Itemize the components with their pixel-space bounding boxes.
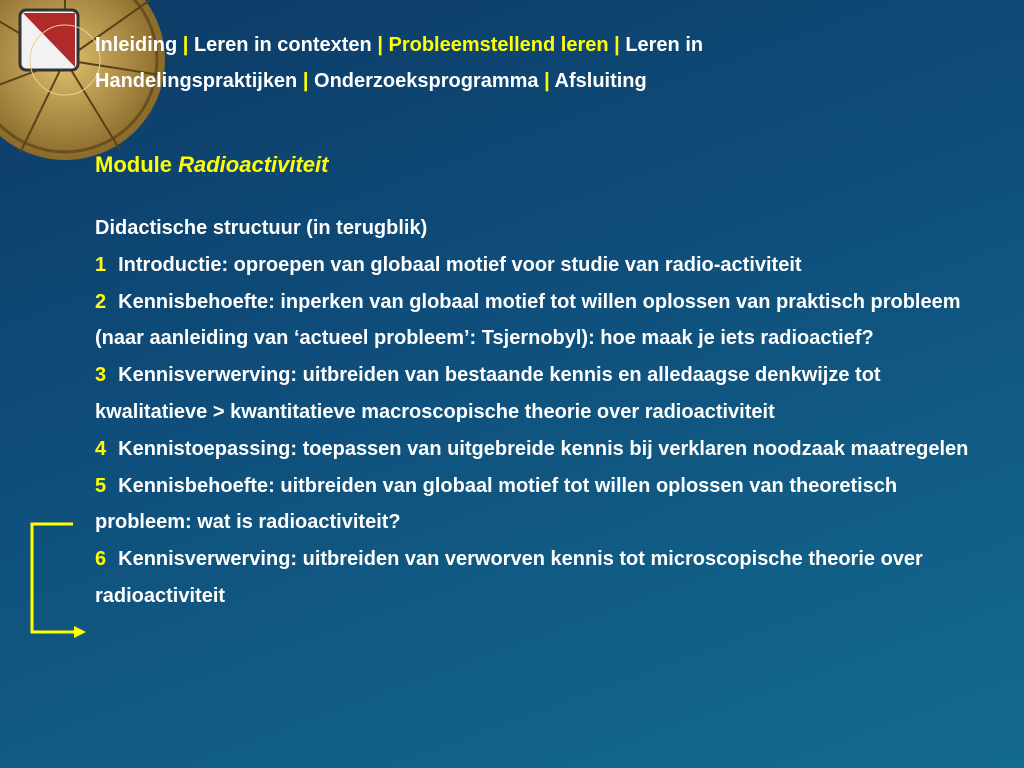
step-number: 3 (95, 364, 107, 387)
nav-separator: | (182, 34, 189, 56)
step-text: Kennisbehoefte: uitbreiden van globaal motief tot willen oplossen van theoretisch probleem: wat is radioactiviteit? (95, 474, 898, 534)
module-name: Radioactiviteit (178, 152, 329, 177)
step-item (95, 284, 975, 358)
structure-heading: Didactische structuur (in terugblik) (95, 217, 428, 239)
top-navigation (95, 27, 995, 99)
step-text: Kennisverwerving: uitbreiden van bestaande kennis en alledaagse denkwijze tot kwalitatieve > kwantitatieve macroscopische theorie over radioactiviteit (95, 364, 881, 423)
step-item (95, 247, 975, 284)
step-text: Kennisverwerving: uitbreiden van verworven kennis tot microscopische theorie over radioactiviteit (95, 548, 923, 607)
step-number: 5 (95, 474, 107, 497)
step-number: 4 (95, 437, 107, 460)
nav-separator: | (544, 70, 550, 92)
didactic-structure (95, 210, 975, 615)
step-item (95, 541, 975, 615)
nav-item-leren-in[interactable]: Leren in (625, 34, 704, 56)
nav-item-leren-in-contexten[interactable]: Leren in contexten (193, 34, 372, 56)
step-text: Kennisbehoefte: inperken van globaal motief tot willen oplossen van praktisch probleem (naar aanleiding van ‘actueel probleem’: Tsjernobyl): hoe maak je iets radioactief? (95, 290, 961, 350)
step-number: 6 (95, 548, 107, 571)
step-item (95, 357, 975, 431)
nav-separator: | (614, 34, 620, 56)
loop-arrow-icon (28, 522, 88, 638)
step-text: Kennistoepassing: toepassen van uitgebreide kennis bij verklaren noodzaak maatregelen (118, 437, 969, 460)
step-item (95, 468, 975, 542)
nav-item-handelingspraktijken[interactable]: Handelingspraktijken (95, 70, 298, 92)
step-item (95, 431, 975, 468)
step-number: 2 (95, 290, 107, 313)
nav-item-afsluiting[interactable]: Afsluiting (554, 70, 647, 92)
nav-separator: | (302, 70, 309, 92)
module-title (95, 152, 328, 178)
nav-item-probleemstellend-leren[interactable]: Probleemstellend leren (388, 34, 609, 56)
step-text: Introductie: oproepen van globaal motief voor studie van radio-activiteit (118, 253, 802, 276)
nav-item-onderzoeksprogramma[interactable]: Onderzoeksprogramma (314, 70, 539, 92)
nav-item-inleiding[interactable]: Inleiding (95, 34, 178, 56)
nav-separator: | (377, 34, 383, 56)
module-prefix: Module (95, 152, 179, 177)
step-number: 1 (95, 253, 107, 276)
